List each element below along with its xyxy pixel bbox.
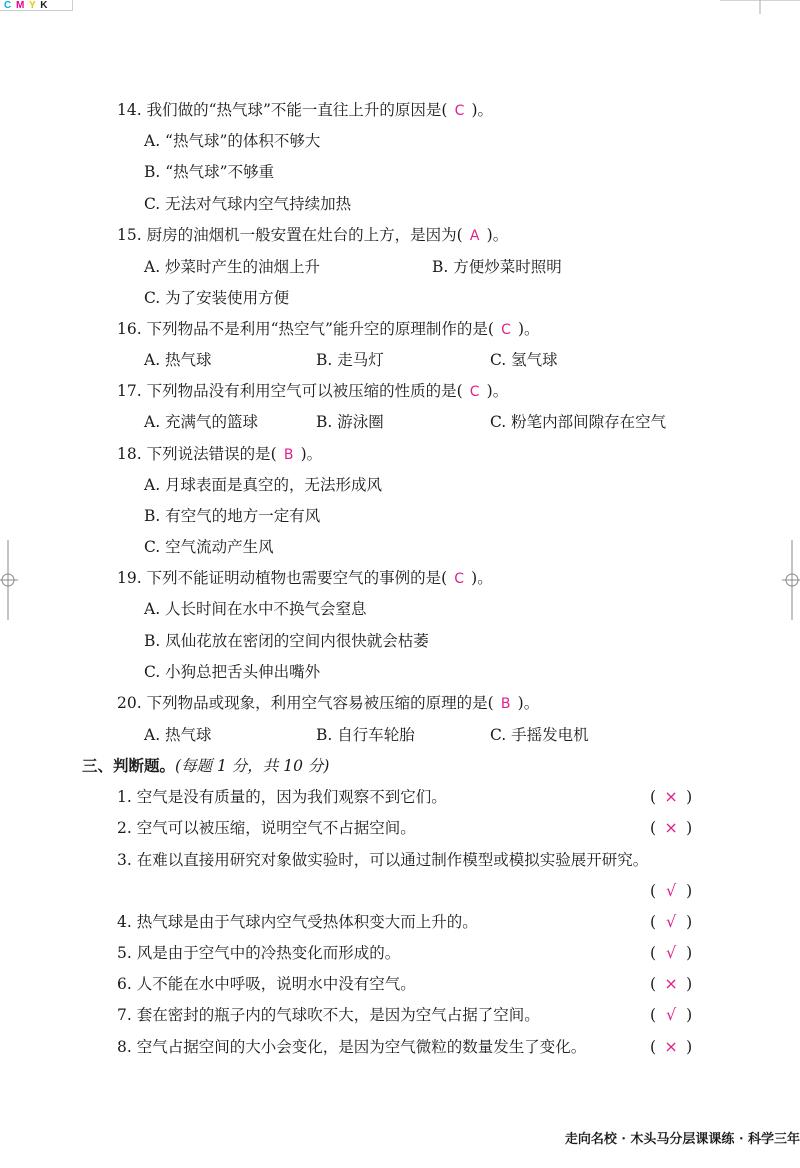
- judge-item-5: 5. 风是由于空气中的冷热变化而形成的。: [117, 944, 401, 962]
- question-19: [117, 567, 493, 590]
- question-14: [117, 99, 493, 122]
- judge-answer-2: [650, 817, 692, 839]
- judge-item-4: 4. 热气球是由于气球内空气受热体积变大而上升的。: [117, 913, 478, 931]
- judge-item-7: 7. 套在密封的瓶子内的气球吹不大，是因为空气占据了空间。: [117, 1006, 540, 1024]
- option-b: B. 凤仙花放在密闭的空间内很快就会枯萎: [144, 632, 429, 650]
- answer-letter: C: [454, 103, 465, 119]
- paren-open: (: [650, 975, 657, 993]
- question-stem: 19. 下列不能证明动植物也需要空气的事例的是(: [117, 569, 448, 587]
- option-a: A. “热气球”的体积不够大: [144, 132, 321, 150]
- paren-close: ): [686, 788, 693, 806]
- section-3-heading: [82, 755, 329, 777]
- judge-mark: √: [665, 943, 677, 962]
- cmyk-k: K: [40, 0, 49, 11]
- paren-open: (: [650, 944, 657, 962]
- option-a: A. 热气球: [144, 351, 212, 369]
- judge-mark: ×: [664, 818, 678, 837]
- option-a: A. 热气球: [144, 726, 212, 744]
- paren-close: ): [686, 819, 693, 837]
- question-15: [117, 224, 508, 247]
- paren-open: (: [650, 1006, 657, 1024]
- question-close: )。: [486, 382, 509, 400]
- judge-answer-1: [650, 786, 692, 808]
- paren-open: (: [650, 913, 657, 931]
- answer-letter: A: [469, 228, 480, 244]
- cmyk-m: M: [16, 0, 26, 11]
- question-close: )。: [471, 101, 494, 119]
- option-b: B. “热气球”不够重: [144, 163, 275, 181]
- left-registration-mark: [0, 540, 24, 620]
- paren-open: (: [650, 819, 657, 837]
- section-title: 三、判断题。: [82, 756, 176, 775]
- paren-close: ): [686, 1038, 693, 1056]
- paren-open: (: [650, 788, 657, 806]
- option-a: A. 月球表面是真空的，无法形成风: [144, 476, 383, 494]
- paren-open: (: [650, 882, 657, 900]
- question-close: )。: [486, 226, 509, 244]
- judge-item-3: 3. 在难以直接用研究对象做实验时，可以通过制作模型或模拟实验展开研究。: [117, 851, 649, 869]
- option-b: B. 有空气的地方一定有风: [144, 507, 321, 525]
- judge-answer-7: [650, 1004, 692, 1026]
- question-stem: 20. 下列物品或现象，利用空气容易被压缩的原理的是(: [117, 694, 494, 712]
- option-b: B. 自行车轮胎: [316, 726, 415, 744]
- answer-letter: C: [469, 384, 480, 400]
- judge-mark: √: [665, 912, 677, 931]
- paren-close: ): [686, 913, 693, 931]
- judge-item-6: 6. 人不能在水中呼吸，说明水中没有空气。: [117, 975, 416, 993]
- option-c: C. 小狗总把舌头伸出嘴外: [144, 663, 321, 681]
- option-a: A. 人长时间在水中不换气会窒息: [144, 600, 367, 618]
- option-a: A. 炒菜时产生的油烟上升: [144, 258, 321, 276]
- judge-item-2: 2. 空气可以被压缩，说明空气不占据空间。: [117, 819, 416, 837]
- option-c: C. 氢气球: [490, 351, 558, 369]
- answer-letter: B: [500, 696, 511, 712]
- option-b: B. 游泳圈: [316, 413, 384, 431]
- cmyk-y: Y: [28, 0, 37, 11]
- question-20: [117, 692, 539, 715]
- page-footer: 走向名校 · 木头马分层课课练 · 科学三年: [564, 1132, 800, 1147]
- question-17: [117, 380, 508, 403]
- question-close: )。: [517, 694, 540, 712]
- judge-mark: ×: [664, 787, 678, 806]
- paren-close: ): [686, 944, 693, 962]
- judge-mark: ×: [664, 974, 678, 993]
- top-crop-marks: [0, 0, 800, 20]
- paren-close: ): [686, 975, 693, 993]
- paren-open: (: [650, 1038, 657, 1056]
- option-c: C. 无法对气球内空气持续加热: [144, 195, 352, 213]
- question-close: )。: [471, 569, 493, 587]
- paren-close: ): [686, 882, 693, 900]
- option-b: B. 方便炒菜时照明: [432, 258, 562, 276]
- judge-mark: √: [665, 881, 677, 900]
- judge-item-1: 1. 空气是没有质量的，因为我们观察不到它们。: [117, 788, 447, 806]
- question-stem: 18. 下列说法错误的是(: [117, 445, 277, 463]
- question-16: [117, 318, 540, 341]
- right-registration-mark: [776, 540, 800, 620]
- judge-mark: ×: [664, 1037, 678, 1056]
- option-c: C. 空气流动产生风: [144, 538, 274, 556]
- option-b: B. 走马灯: [316, 351, 384, 369]
- option-c: C. 手摇发电机: [490, 726, 589, 744]
- option-c: C. 为了安装使用方便: [144, 289, 290, 307]
- question-stem: 16. 下列物品不是利用“热空气”能升空的原理制作的是(: [117, 320, 494, 338]
- option-a: A. 充满气的篮球: [144, 413, 259, 431]
- question-close: )。: [517, 320, 540, 338]
- question-close: )。: [300, 445, 323, 463]
- question-18: [117, 443, 322, 466]
- judge-answer-8: [650, 1036, 692, 1058]
- judge-answer-6: [650, 973, 692, 995]
- answer-letter: C: [454, 571, 465, 587]
- judge-mark: √: [665, 1005, 677, 1024]
- judge-answer-5: [650, 942, 692, 964]
- option-c: C. 粉笔内部间隙存在空气: [490, 413, 667, 431]
- paren-close: ): [686, 1006, 693, 1024]
- question-stem: 17. 下列物品没有利用空气可以被压缩的性质的是(: [117, 382, 463, 400]
- judge-answer-4: [650, 911, 692, 933]
- judge-item-8: 8. 空气占据空间的大小会变化，是因为空气微粒的数量发生了变化。: [117, 1038, 587, 1056]
- answer-letter: B: [283, 447, 294, 463]
- section-note: (每题 1 分，共 10 分): [175, 757, 330, 775]
- cmyk-c: C: [4, 0, 13, 11]
- answer-letter: C: [501, 322, 511, 338]
- question-stem: 14. 我们做的“热气球”不能一直往上升的原因是(: [117, 101, 448, 119]
- judge-answer-3: [650, 880, 692, 902]
- question-stem: 15. 厨房的油烟机一般安置在灶台的上方，是因为(: [117, 226, 463, 244]
